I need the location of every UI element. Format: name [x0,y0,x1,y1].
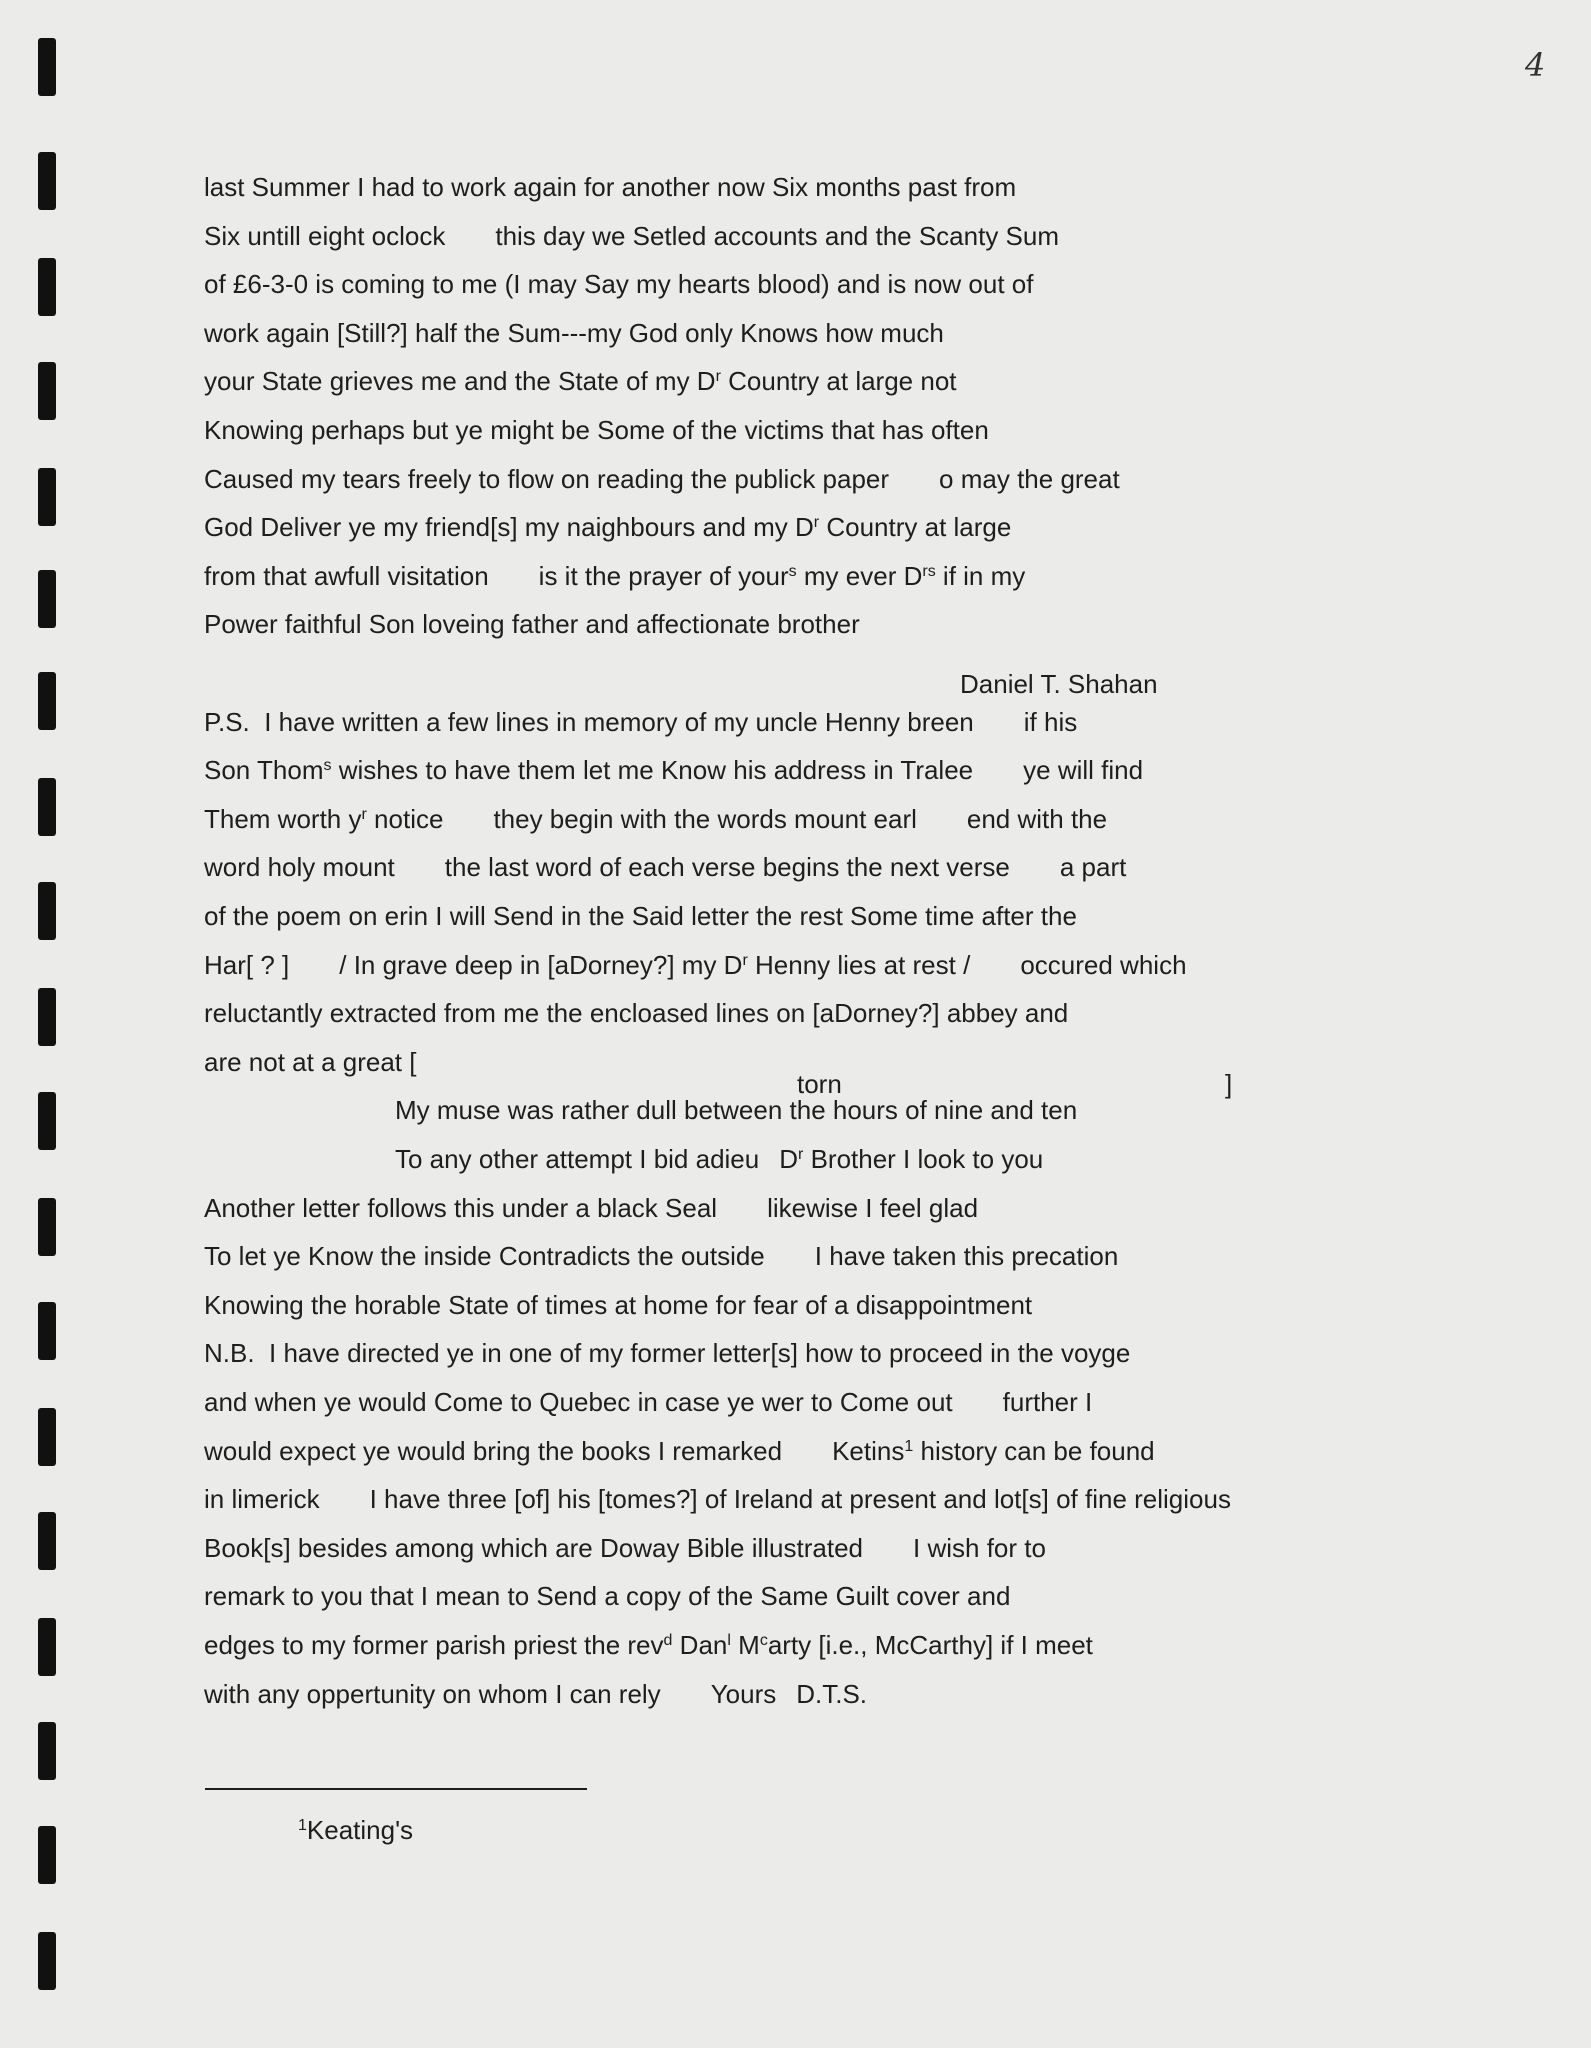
text-segment: work again [Still?] half the Sum---my God only Knows how much [204,317,944,348]
punch-mark [38,672,56,730]
superscript: c [759,1632,768,1649]
text-segment: a part [1059,852,1127,883]
text-segment: further I [1002,1387,1093,1417]
text-segment: my ever D [796,560,923,591]
text-line [395,1095,1077,1125]
superscript: r [742,951,748,969]
punch-mark [38,778,56,836]
torn-note: torn [797,1069,842,1099]
footnote-text: Keating's [306,1815,414,1845]
text-segment: arty [i.e., McCarthy] if I meet [767,1630,1093,1660]
text-segment: I have three [of] his [tomes?] of Ireland at present and lot[s] of fine religious [369,1484,1231,1515]
superscript: d [663,1632,673,1649]
text-segment: Another letter follows this under a black Seal [204,1192,718,1223]
text-segment: with any oppertunity on whom I can rely [204,1678,661,1709]
text-line [204,804,1107,834]
text-segment: To let ye Know the inside Contradicts the outside [204,1241,765,1272]
text-segment: your State grieves me and the State of my D [204,366,716,397]
text-line [204,707,1077,737]
text-segment: o may the great [939,463,1120,494]
text-line [204,901,1077,931]
superscript: r [715,368,721,386]
punch-mark [38,1302,56,1360]
text-segment: word holy mount [204,852,395,883]
punch-mark [38,1512,56,1570]
text-segment: edges to my former parish priest the rev [204,1630,664,1660]
text-line [204,1193,978,1223]
text-segment: from that awfull visitation [204,560,489,591]
text-line [204,1387,1092,1417]
text-segment: Knowing perhaps but ye might be Some of the victims that has often [204,415,989,445]
text-segment: Country at large not [720,366,957,397]
superscript: l [727,1632,731,1649]
punch-mark [38,1932,56,1990]
text-segment: would expect ye would bring the books I remarked [204,1435,783,1466]
text-segment: ye will find [1023,755,1144,786]
text-segment: P.S. I have written a few lines in memory of my uncle Henny breen [204,706,974,737]
text-segment: D.T.S. [796,1678,868,1709]
text-segment: they begin with the words mount earl [493,803,917,834]
punch-mark [38,570,56,628]
text-segment: N.B. I have directed ye in one of my former letter[s] how to proceed in the voyge [204,1338,1131,1369]
text-line [204,561,1025,591]
text-segment: Yours [710,1678,777,1709]
text-line [204,998,1068,1028]
text-segment: this day we Setled accounts and the Scanty Sum [495,220,1060,251]
text-line [204,1436,1155,1466]
punch-mark [38,1092,56,1150]
text-segment: Ketins [832,1435,905,1466]
text-segment: Book[s] besides among which are Doway Bible illustrated [204,1532,864,1563]
punch-mark [38,468,56,526]
page-number: 4 [1525,46,1546,84]
text-line [395,1144,1043,1174]
text-segment: likewise I feel glad [767,1192,979,1223]
text-segment: Them worth y [204,803,362,834]
text-segment: To any other attempt I bid adieu [395,1144,760,1174]
text-segment: Son Thom [204,755,324,786]
text-segment: Country at large [819,512,1012,543]
text-line [204,1533,1046,1563]
binder-punch-strip [38,0,60,2048]
superscript: r [798,1146,804,1163]
text-line [204,1581,1010,1611]
text-segment: is it the prayer of your [538,560,789,591]
torn-bracket: ] [1225,1069,1233,1099]
superscript: s [323,757,332,775]
text-segment: Power faithful Son loveing father and affectionate brother [204,609,860,640]
text-line [204,950,1187,980]
text-line [204,318,944,348]
text-line [204,1290,1032,1320]
text-line [204,852,1126,882]
text-segment: end with the [966,803,1108,834]
text-line [204,221,1059,251]
punch-mark [38,38,56,96]
text-segment: Knowing the horable State of times at home for fear of a disappointment [204,1289,1033,1320]
superscript: rs [922,562,936,580]
punch-mark [38,1826,56,1884]
text-segment: last Summer I had to work again for another now Six months past from [204,172,1017,202]
text-segment: I have taken this precation [814,1241,1119,1272]
text-segment: and when ye would Come to Quebec in case ye wer to Come out [204,1387,953,1417]
text-segment: are not at a great [ [204,1046,417,1077]
text-line [204,512,1011,542]
punch-mark [38,1722,56,1780]
text-segment: occured which [1020,949,1187,980]
text-line [204,269,1034,299]
superscript: s [788,562,797,580]
text-line [204,1241,1118,1271]
text-line [204,172,1016,202]
text-segment: if in my [935,560,1026,591]
text-segment: Dan [672,1630,728,1660]
punch-mark [38,258,56,316]
text-segment: history can be found [913,1435,1155,1466]
text-line [204,755,1143,785]
text-segment: wishes to have them let me Know his address in Tralee [331,755,974,786]
text-segment: D [779,1144,799,1174]
text-segment: My muse was rather dull between the hours of nine and ten [395,1095,1078,1126]
superscript: r [361,805,367,823]
text-segment: of £6-3-0 is coming to me (I may Say my hearts blood) and is now out of [204,269,1034,300]
text-line [204,1338,1130,1368]
text-segment: God Deliver ye my friend[s] my naighbours and my D [204,512,814,543]
text-segment: the last word of each verse begins the next verse [444,852,1010,883]
text-line [204,415,989,445]
footnote-rule [205,1788,587,1790]
text-segment: I wish for to [913,1532,1046,1563]
text-segment: / In grave deep in [aDorney?] my D [339,949,743,980]
text-segment: remark to you that I mean to Send a copy of the Same Guilt cover and [204,1581,1011,1612]
text-line [204,1047,416,1077]
punch-mark [38,1618,56,1676]
text-line [204,1630,1093,1660]
text-segment: Six untill eight oclock [204,220,446,251]
text-segment: in limerick [204,1484,320,1515]
superscript: 1 [904,1437,914,1455]
footnote [298,1815,413,1846]
text-segment: Caused my tears freely to flow on reading the publick paper [204,463,890,494]
text-segment: if his [1023,706,1078,737]
punch-mark [38,1408,56,1466]
signature: Daniel T. Shahan [960,669,1158,699]
punch-mark [38,152,56,210]
punch-mark [38,882,56,940]
text-segment: M [730,1630,760,1660]
text-line [204,609,860,639]
text-segment: Henny lies at rest / [747,949,971,980]
text-line [204,366,957,396]
text-segment: reluctantly extracted from me the encloased lines on [aDorney?] abbey and [204,998,1069,1029]
punch-mark [38,1198,56,1256]
text-line [204,464,1120,494]
text-line [204,1679,867,1709]
text-line [204,1484,1231,1514]
text-segment: Brother I look to you [803,1144,1044,1174]
text-segment: Har[ ? ] [204,949,290,980]
superscript: r [813,514,820,532]
punch-mark [38,362,56,420]
punch-mark [38,988,56,1046]
text-segment: of the poem on erin I will Send in the Said letter the rest Some time after the [204,901,1077,931]
text-segment: notice [366,803,444,834]
footnote-marker: 1 [298,1817,307,1834]
